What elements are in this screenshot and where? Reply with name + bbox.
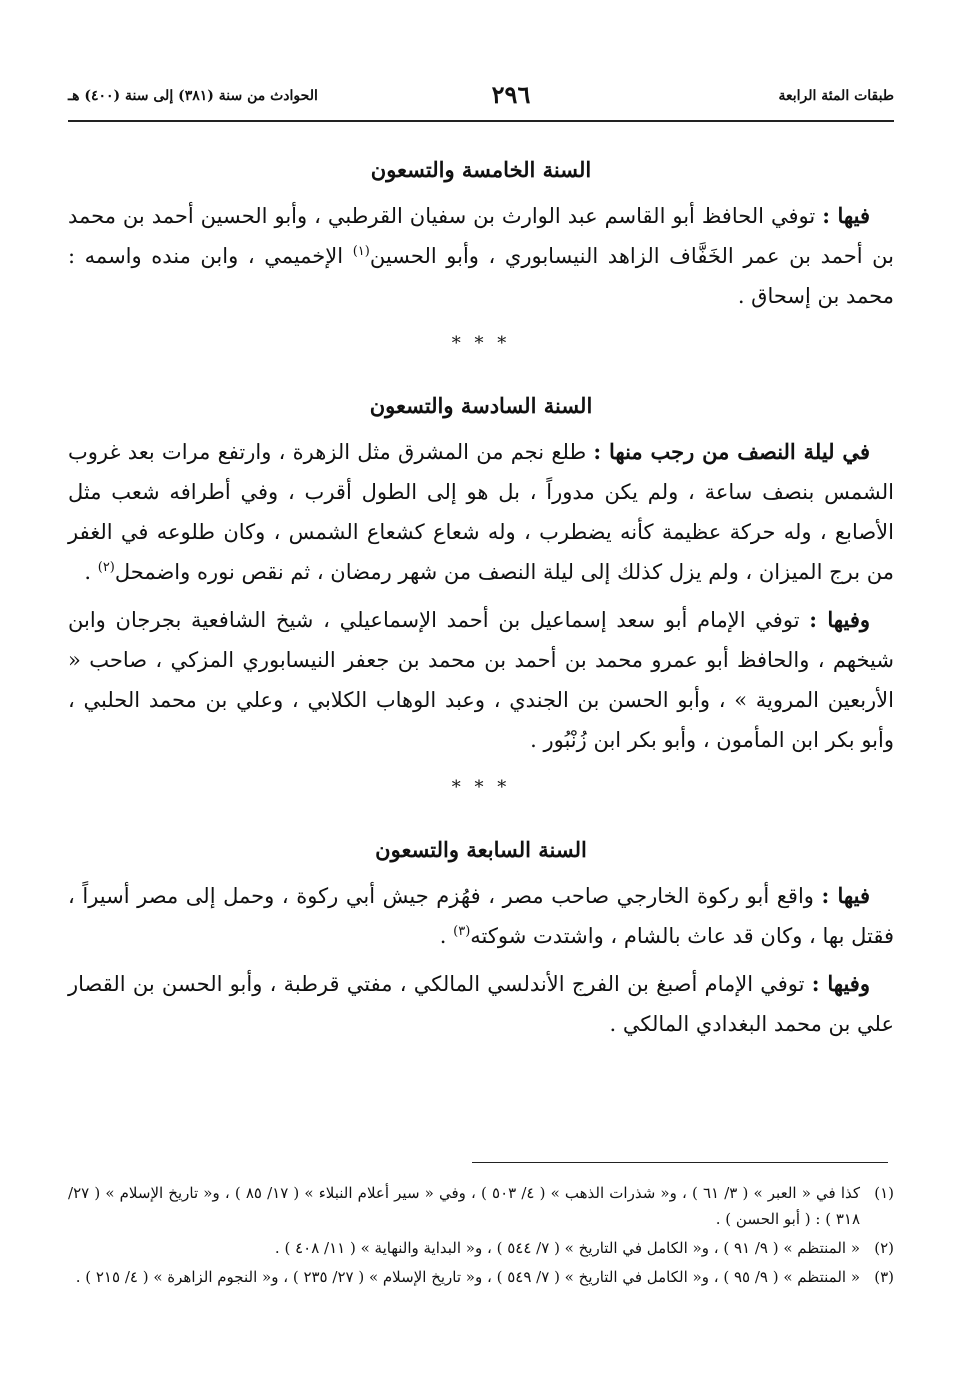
paragraph-text: . xyxy=(439,924,454,948)
footnote-3 xyxy=(68,1264,894,1290)
paragraph-text: توفي الإمام أصبغ بن الفرج الأندلسي المالكي ، مفتي قرطبة ، وأبو الحسن بن القصار علي بن محمد البغدادي المالكي . xyxy=(68,972,894,1036)
footnote-ref[interactable]: (١) xyxy=(352,244,370,259)
section-title: السنة الخامسة والتسعون xyxy=(370,157,592,182)
paragraph-lead: وفيها : xyxy=(811,971,870,996)
events-range: الحوادث من سنة (٣٨١) إلى سنة (٤٠٠) هـ xyxy=(68,88,318,104)
footnote-text: « المنتظم » ( ٩/ ٩٥ ) ، و« الكامل في التاريخ » ( ٧/ ٥٤٩ ) ، و« تاريخ الإسلام » ( ٢٧/ ٢٣٥ ) ، و« النجوم الزاهرة » ( ٤/ ٢١٥ ) . xyxy=(75,1268,860,1286)
paragraph-lead: فيها : xyxy=(821,883,870,908)
footnote-ref[interactable]: (٢) xyxy=(97,560,115,575)
footnote-1 xyxy=(68,1180,894,1232)
paragraph-text: توفي الحافظ أبو القاسم عبد الوارث بن سفيان القرطبي ، وأبو الحسين أحمد بن محمد بن أحمد بن عمر الخَفَّاف الزاهد النيسابوري ، وأبو الحسين xyxy=(68,204,894,268)
section-separator: * * * xyxy=(451,333,511,354)
section-395 xyxy=(68,150,894,316)
paragraph xyxy=(68,600,894,760)
paragraph-lead: وفيها : xyxy=(809,607,870,632)
paragraph-lead: في ليلة النصف من رجب منها : xyxy=(593,439,870,464)
footnote-ref[interactable]: (٣) xyxy=(453,924,471,939)
footnote-number: (٣) xyxy=(874,1268,894,1286)
section-title: السنة السادسة والتسعون xyxy=(369,393,593,418)
paragraph-text: توفي الإمام أبو سعد إسماعيل بن أحمد الإسماعيلي ، شيخ الشافعية بجرجان وابن شيخهم ، والحافظ أبو عمرو محمد بن أحمد بن محمد بن جعفر النيسابوري المزكي ، صاحب « الأربعين المروية » ، وأبو الحسن بن الجندي ، وعبد الوهاب الكلابي ، وعلي بن محمد الحلبي ، وأبو بكر ابن المأمون ، وأبو بكر ابن زُنْبُور . xyxy=(68,608,894,752)
header-rule xyxy=(68,120,894,122)
paragraph-text: الإخميمي ، وابن منده واسمه : محمد بن إسحاق . xyxy=(68,244,894,308)
footnotes xyxy=(68,1180,894,1293)
paragraph-text: واقع أبو ركوة الخارجي صاحب مصر ، فهُزم جيش أبي ركوة ، وحمل إلى مصر أسيراً ، فقتل بها ، وكان قد عاث بالشام ، واشتدت شوكته xyxy=(68,884,894,948)
paragraph xyxy=(68,964,894,1044)
paragraph-lead: فيها : xyxy=(822,203,870,228)
section-separator: * * * xyxy=(451,777,511,798)
page-number: ٢٩٦ xyxy=(491,80,531,109)
footnote-number: (٢) xyxy=(874,1239,894,1257)
paragraph xyxy=(68,196,894,316)
paragraph-text: . xyxy=(84,560,98,584)
book-title: طبقات المئة الرابعة xyxy=(778,88,894,104)
running-header xyxy=(68,78,894,118)
section-396 xyxy=(68,386,894,760)
section-title: السنة السابعة والتسعون xyxy=(375,837,587,862)
footnote-2 xyxy=(68,1235,894,1261)
paragraph xyxy=(68,432,894,592)
footnote-rule xyxy=(472,1162,888,1163)
footnote-text: كذا في « العبر » ( ٣/ ٦١ ) ، و« شذرات الذهب » ( ٤/ ٥٠٣ ) ، وفي « سير أعلام النبلاء » ( ١٧/ ٨٥ ) ، و« تاريخ الإسلام » ( ٢٧/ ٣١٨ ) : ( أبو الحسن ) . xyxy=(68,1184,861,1228)
paragraph-text: طلع نجم من المشرق مثل الزهرة ، وارتفع مرات بعد غروب الشمس بنصف ساعة ، ولم يكن مدوراً ، بل هو إلى الطول أقرب ، وفي أطرافه شعب مثل الأصابع ، وله حركة عظيمة كأنه يضطرب ، وله شعاع كشعاع الشمس ، وكان طلوعه في الغفر من برج الميزان ، ولم يزل كذلك إلى ليلة النصف من شهر رمضان ، ثم نقص نوره واضمحل xyxy=(68,440,894,584)
section-397 xyxy=(68,830,894,1044)
footnote-number: (١) xyxy=(874,1184,894,1202)
paragraph xyxy=(68,876,894,956)
footnote-text: « المنتظم » ( ٩/ ٩١ ) ، و« الكامل في التاريخ » ( ٧/ ٥٤٤ ) ، و« البداية والنهاية » ( ١١/ ٤٠٨ ) . xyxy=(274,1239,860,1257)
main-text xyxy=(68,150,894,1052)
